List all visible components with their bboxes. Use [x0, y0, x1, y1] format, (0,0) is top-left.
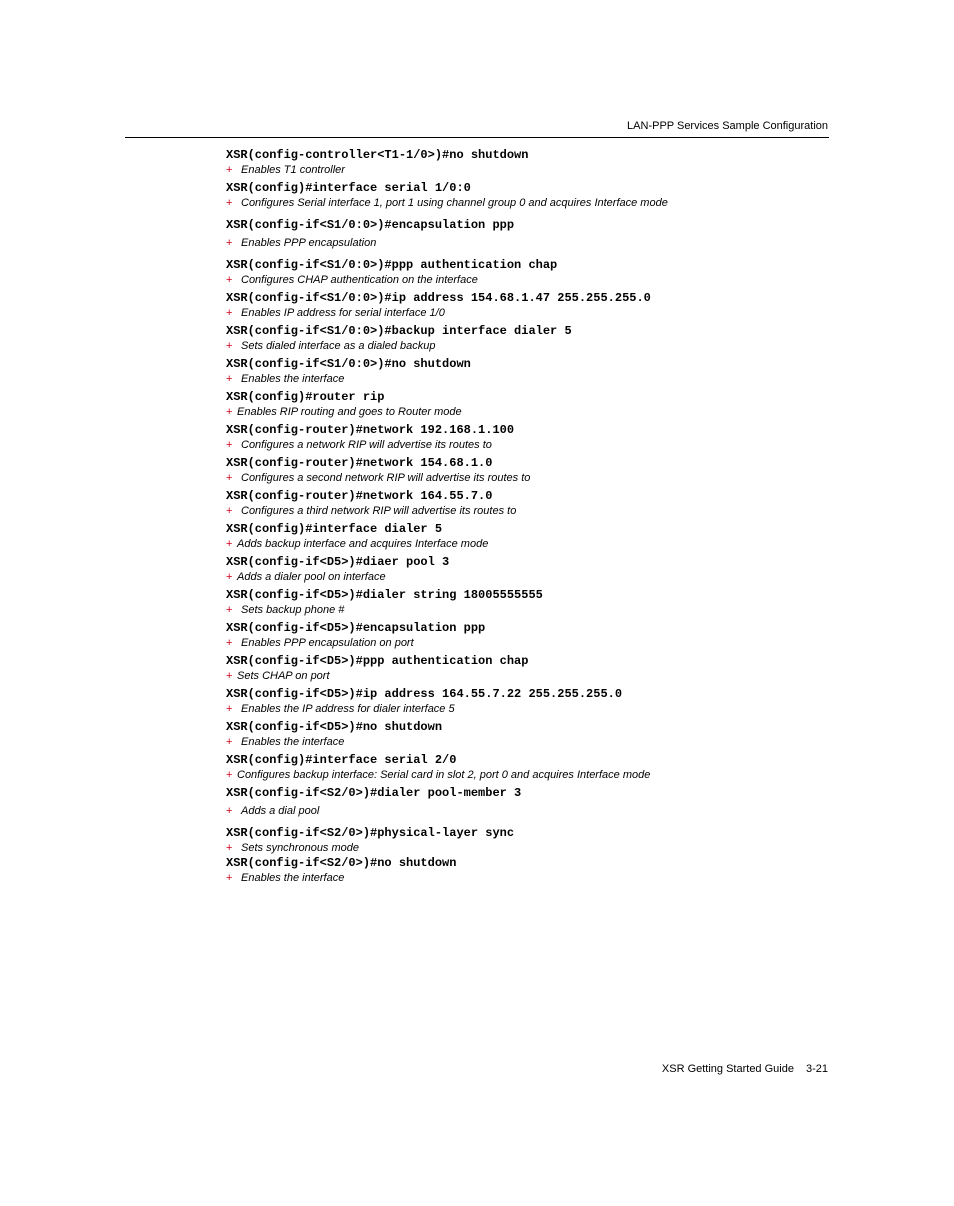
page-footer [662, 1063, 828, 1075]
command-note: + Enables RIP routing and goes to Router mode [226, 406, 462, 418]
command-line: XSR(config-if<D5>)#ppp authentication chap [226, 654, 529, 668]
command-line: XSR(config)#router rip [226, 390, 385, 404]
command-line: XSR(config-if<S1/0:0>)#ip address 154.68.1.47 255.255.255.0 [226, 291, 651, 305]
command-note: + Enables the interface [226, 736, 345, 748]
command-note: + Adds backup interface and acquires Interface mode [226, 538, 489, 550]
command-line: XSR(config-if<D5>)#dialer string 18005555555 [226, 588, 543, 602]
command-note: + Enables T1 controller [226, 164, 345, 176]
plus-icon: + [226, 842, 233, 854]
plus-icon: + [226, 197, 233, 209]
command-line: XSR(config-if<D5>)#diaer pool 3 [226, 555, 450, 569]
plus-icon: + [226, 505, 233, 517]
command-line: XSR(config-if<S2/0>)#physical-layer sync [226, 826, 515, 840]
command-note: + Configures a network RIP will advertise its routes to [226, 439, 492, 451]
plus-icon: + [226, 538, 233, 550]
command-note: + Enables the interface [226, 373, 345, 385]
command-note: + Configures backup interface: Serial card in slot 2, port 0 and acquires Interface mode [226, 769, 651, 781]
command-note: + Configures CHAP authentication on the interface [226, 274, 478, 286]
command-line: XSR(config)#interface serial 1/0:0 [226, 181, 471, 195]
plus-icon: + [226, 805, 233, 817]
plus-icon: + [226, 164, 233, 176]
plus-icon: + [226, 340, 233, 352]
command-note: + Configures Serial interface 1, port 1 using channel group 0 and acquires Interface mode [226, 197, 668, 209]
command-note: + Enables IP address for serial interface 1/0 [226, 307, 445, 319]
command-line: XSR(config-if<S1/0:0>)#no shutdown [226, 357, 471, 371]
command-note: + Sets synchronous mode [226, 842, 360, 854]
footer-guide-title: XSR Getting Started Guide [661, 1063, 794, 1075]
command-line: XSR(config-controller<T1-1/0>)#no shutdown [226, 148, 529, 162]
plus-icon: + [226, 604, 233, 616]
plus-icon: + [226, 571, 233, 583]
command-line: XSR(config-if<D5>)#encapsulation ppp [226, 621, 486, 635]
plus-icon: + [226, 769, 233, 781]
command-note: + Enables the IP address for dialer interface 5 [226, 703, 455, 715]
header-rule [125, 137, 829, 138]
command-note: + Configures a second network RIP will advertise its routes to [226, 472, 531, 484]
plus-icon: + [226, 274, 233, 286]
command-note: + Enables PPP encapsulation [226, 237, 377, 249]
page-number: 3-21 [805, 1063, 828, 1075]
plus-icon: + [226, 872, 233, 884]
command-line: XSR(config-if<S2/0>)#dialer pool-member 3 [226, 786, 522, 800]
plus-icon: + [226, 736, 233, 748]
plus-icon: + [226, 406, 233, 418]
plus-icon: + [226, 637, 233, 649]
command-note: + Sets backup phone # [226, 604, 345, 616]
plus-icon: + [226, 373, 233, 385]
command-line: XSR(config)#interface dialer 5 [226, 522, 443, 536]
command-note: + Configures a third network RIP will advertise its routes to [226, 505, 517, 517]
plus-icon: + [226, 703, 233, 715]
command-line: XSR(config-router)#network 192.168.1.100 [226, 423, 515, 437]
command-line: XSR(config-if<D5>)#no shutdown [226, 720, 443, 734]
command-note: + Sets CHAP on port [226, 670, 330, 682]
config-listing [226, 148, 836, 889]
command-note: + Sets dialed interface as a dialed backup [226, 340, 436, 352]
command-line: XSR(config-if<S1/0:0>)#ppp authentication chap [226, 258, 558, 272]
plus-icon: + [226, 307, 233, 319]
command-note: + Adds a dial pool [226, 805, 320, 817]
command-note: + Enables PPP encapsulation on port [226, 637, 414, 649]
plus-icon: + [226, 670, 233, 682]
command-note: + Adds a dialer pool on interface [226, 571, 386, 583]
plus-icon: + [226, 439, 233, 451]
command-line: XSR(config)#interface serial 2/0 [226, 753, 457, 767]
command-line: XSR(config-router)#network 164.55.7.0 [226, 489, 493, 503]
command-line: XSR(config-if<S2/0>)#no shutdown [226, 856, 457, 870]
plus-icon: + [226, 472, 233, 484]
command-line: XSR(config-if<S1/0:0>)#encapsulation ppp [226, 218, 515, 232]
command-note: + Enables the interface [226, 872, 345, 884]
plus-icon: + [226, 237, 233, 249]
command-line: XSR(config-if<D5>)#ip address 164.55.7.22 255.255.255.0 [226, 687, 623, 701]
running-header: LAN-PPP Services Sample Configuration [627, 120, 828, 132]
command-line: XSR(config-router)#network 154.68.1.0 [226, 456, 493, 470]
command-line: XSR(config-if<S1/0:0>)#backup interface dialer 5 [226, 324, 572, 338]
